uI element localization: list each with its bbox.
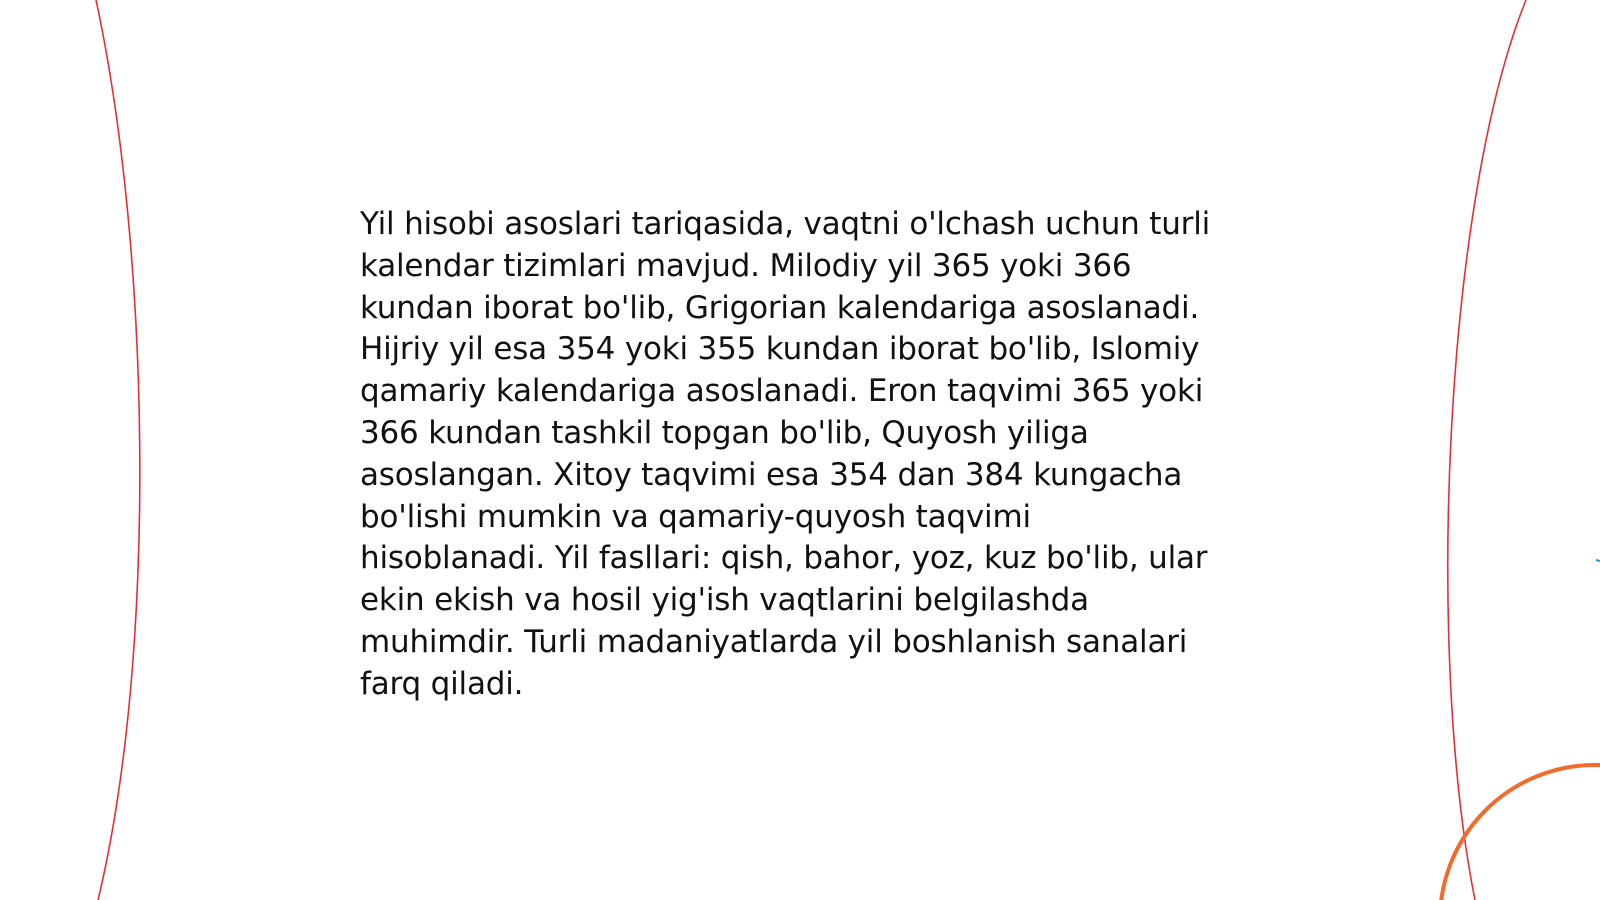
orange-arc-circle [1440, 765, 1600, 900]
left-curve-line [96, 0, 140, 900]
slide-body-text: Yil hisobi asoslari tariqasida, vaqtni o'lchash uchun turli kalendar tizimlari mavjud. Milodiy yil 365 yoki 366 kundan iborat bo'lib, Grigorian kalendariga asoslanadi. Hijriy yil esa 354 yoki 355 kundan iborat bo'lib, Islomiy qamariy kalendariga asoslanadi. Eron taqvimi 365 yoki 366 kundan tashkil topgan bo'lib, Quyosh yiliga asoslangan. Xitoy taqvimi esa 354 dan 384 kungacha bo'lishi mumkin va qamariy-quyosh taqvimi hisoblanadi. Yil fasllari: qish, bahor, yoz, kuz bo'lib, ular ekin ekish va hosil yig'ish vaqtlarini belgilashda muhimdir. Turli madaniyatlarda yil boshlanish sanalari farq qiladi. [360, 206, 1211, 702]
right-curve-line [1448, 0, 1526, 900]
teal-tick-mark [1596, 560, 1600, 561]
